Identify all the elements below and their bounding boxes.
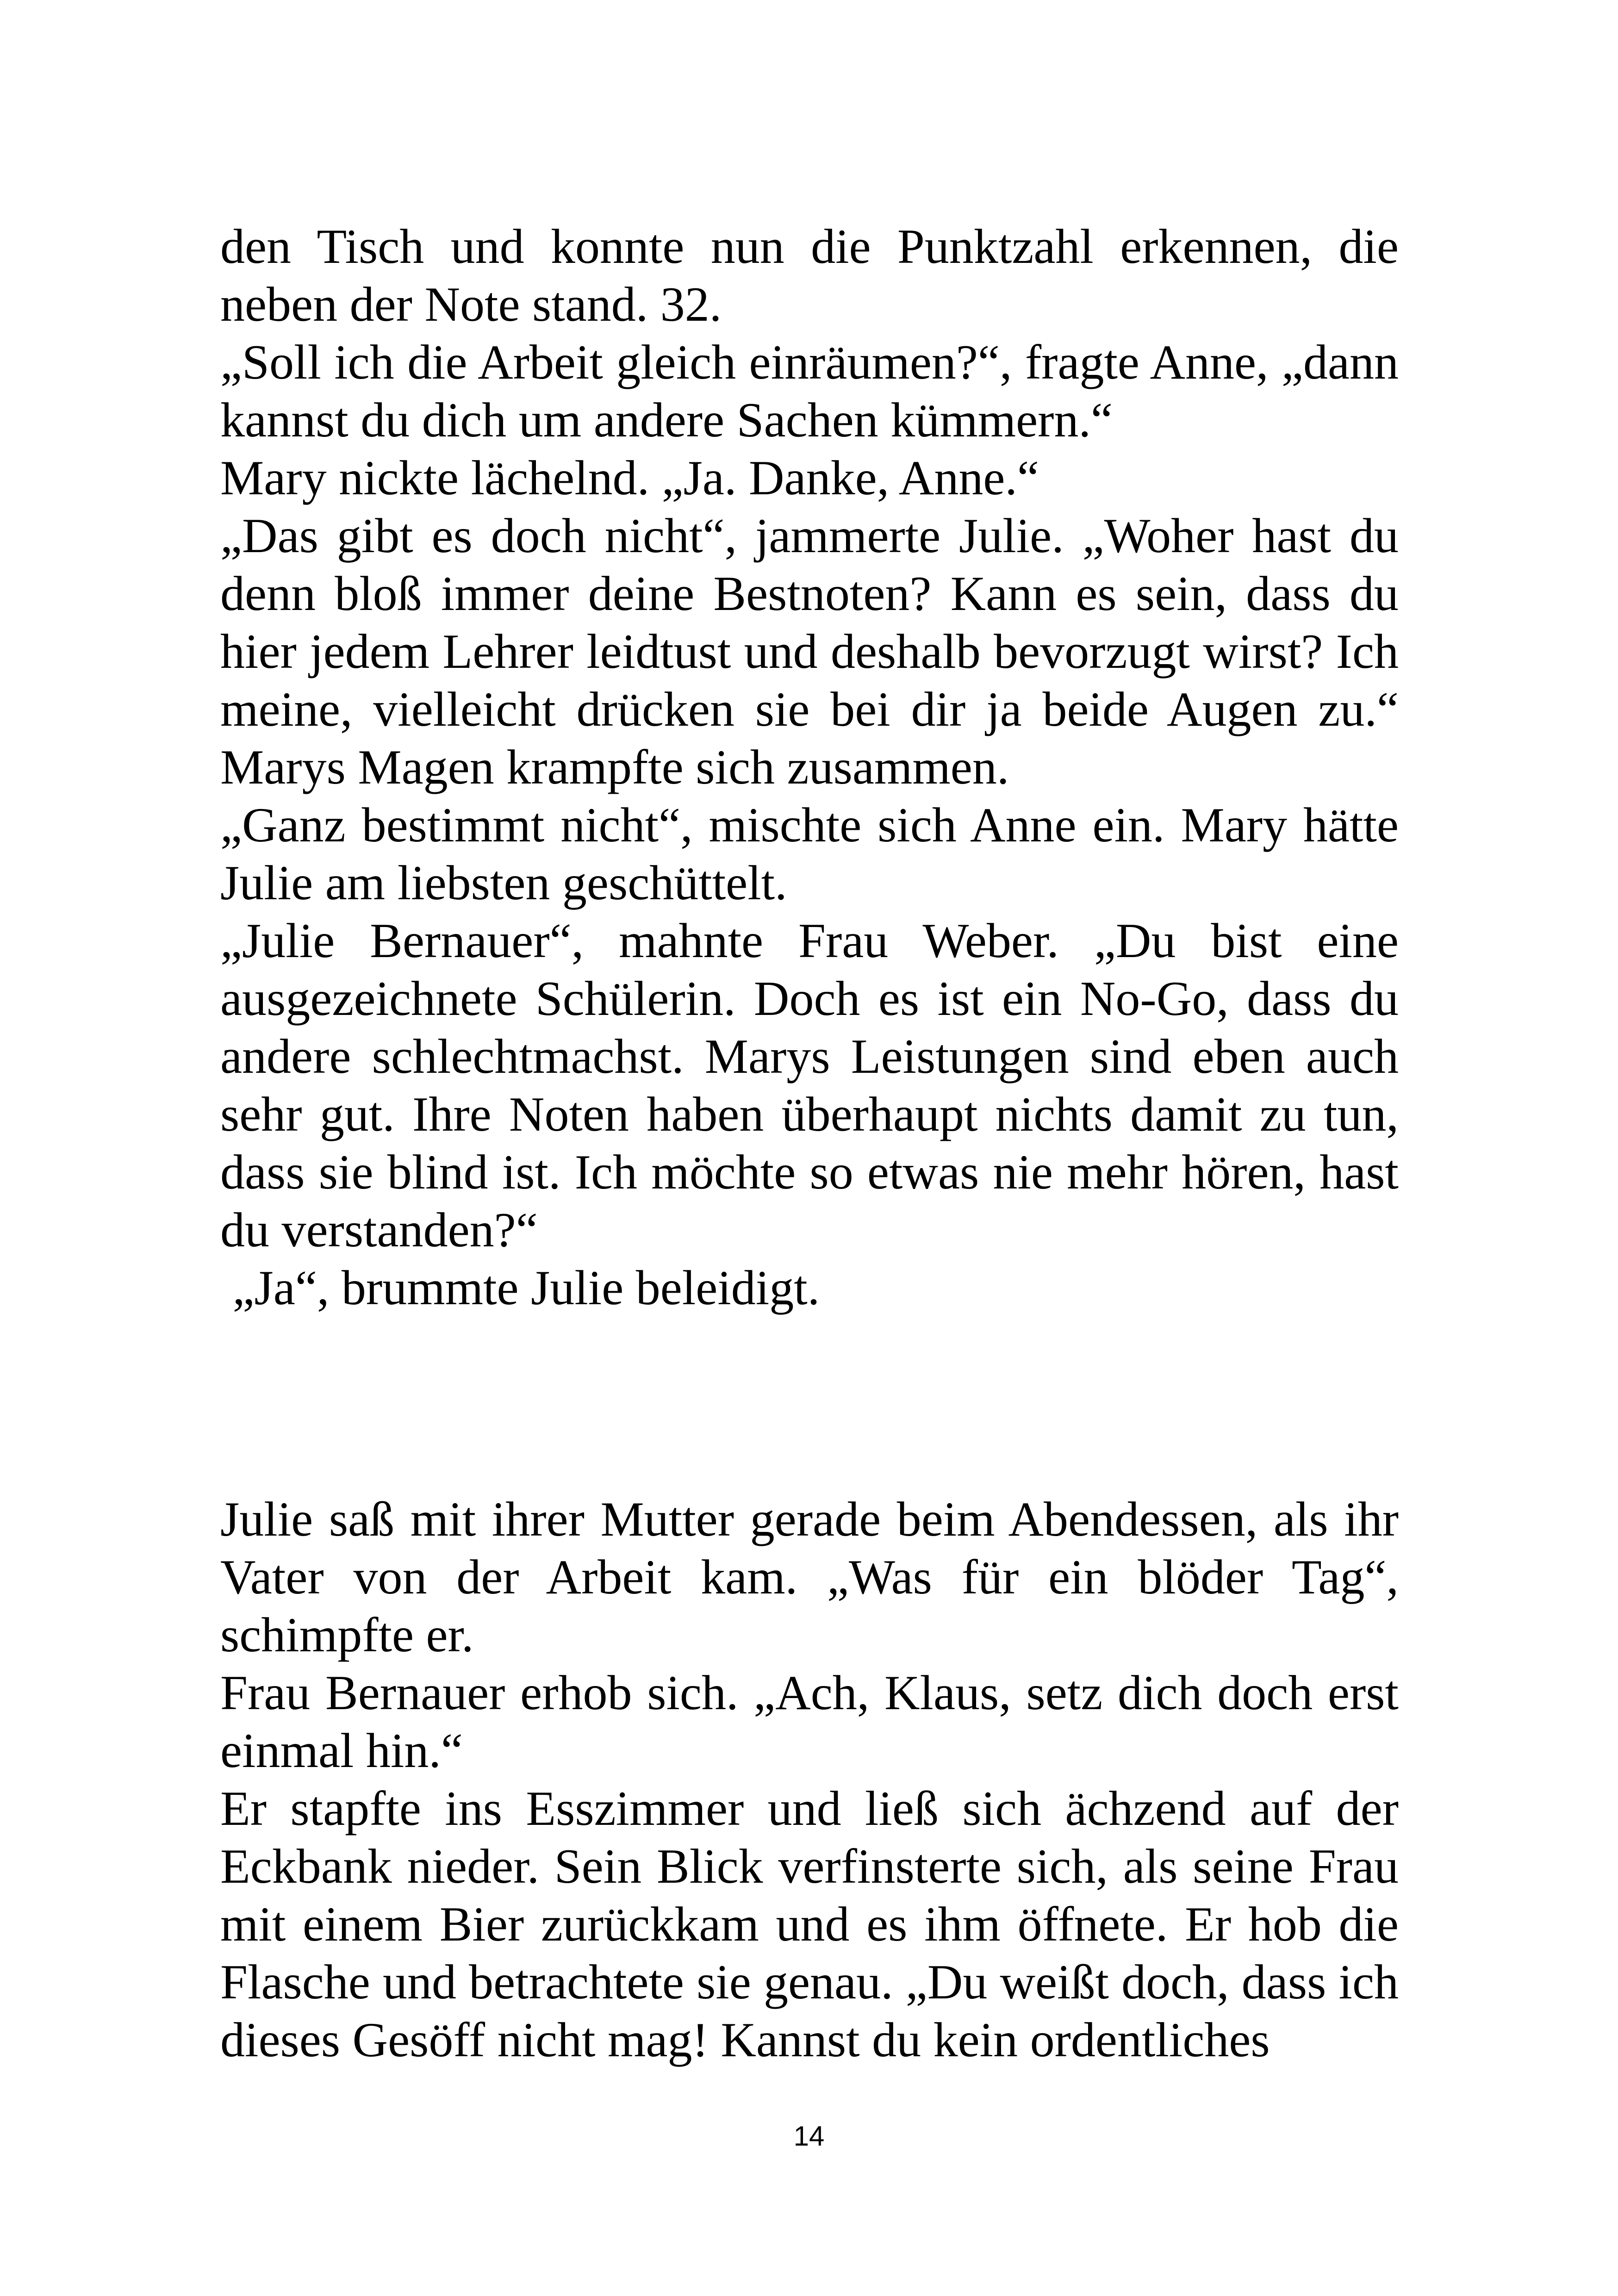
- paragraph: Er stapfte ins Esszimmer und ließ sich ächzend auf der Eckbank nieder. Sein Blick verfinsterte sich, als seine Frau mit einem Bier zurückkam und es ihm öffnete. Er hob die Flasche und betrachtete sie genau. „Du weißt doch, dass ich dieses Gesöff nicht mag! Kannst du kein ordentliches: [220, 1781, 1399, 2067]
- paragraph: „Soll ich die Arbeit gleich einräumen?“, fragte Anne, „dann kannst du dich um andere Sachen kümmern.“: [220, 335, 1399, 447]
- body-text: [220, 218, 1399, 2069]
- paragraph: Mary nickte lächelnd. „Ja. Danke, Anne.“: [220, 451, 1039, 505]
- page-number: 14: [793, 2121, 825, 2152]
- paragraph: Frau Bernauer erhob sich. „Ach, Klaus, setz dich doch erst einmal hin.“: [220, 1666, 1399, 1778]
- section-break: [220, 1317, 1399, 1490]
- paragraph: „Das gibt es doch nicht“, jammerte Julie. „Woher hast du denn bloß immer deine Bestnoten? Kann es sein, dass du hier jedem Lehrer leidtust und deshalb bevorzugt wirst? Ich meine, vielleicht drücken sie bei dir ja beide Augen zu.“ Marys Magen krampfte sich zusammen.: [220, 509, 1399, 794]
- paragraph: „Julie Bernauer“, mahnte Frau Weber. „Du bist eine ausgezeichnete Schülerin. Doch es ist ein No-Go, dass du andere schlechtmachst. Marys Leistungen sind eben auch sehr gut. Ihre Noten haben überhaupt nichts damit zu tun, dass sie blind ist. Ich möchte so etwas nie mehr hören, hast du verstanden?“: [220, 914, 1399, 1257]
- paragraph: Julie saß mit ihrer Mutter gerade beim Abendessen, als ihr Vater von der Arbeit kam. „Was für ein blöder Tag“, schimpfte er.: [220, 1492, 1399, 1662]
- paragraph: den Tisch und konnte nun die Punktzahl erkennen, die neben der Note stand. 32.: [220, 219, 1399, 331]
- paragraph: „Ganz bestimmt nicht“, mischte sich Anne ein. Mary hätte Julie am liebsten geschüttelt.: [220, 798, 1399, 910]
- paragraph: „Ja“, brummte Julie beleidigt.: [220, 1261, 820, 1315]
